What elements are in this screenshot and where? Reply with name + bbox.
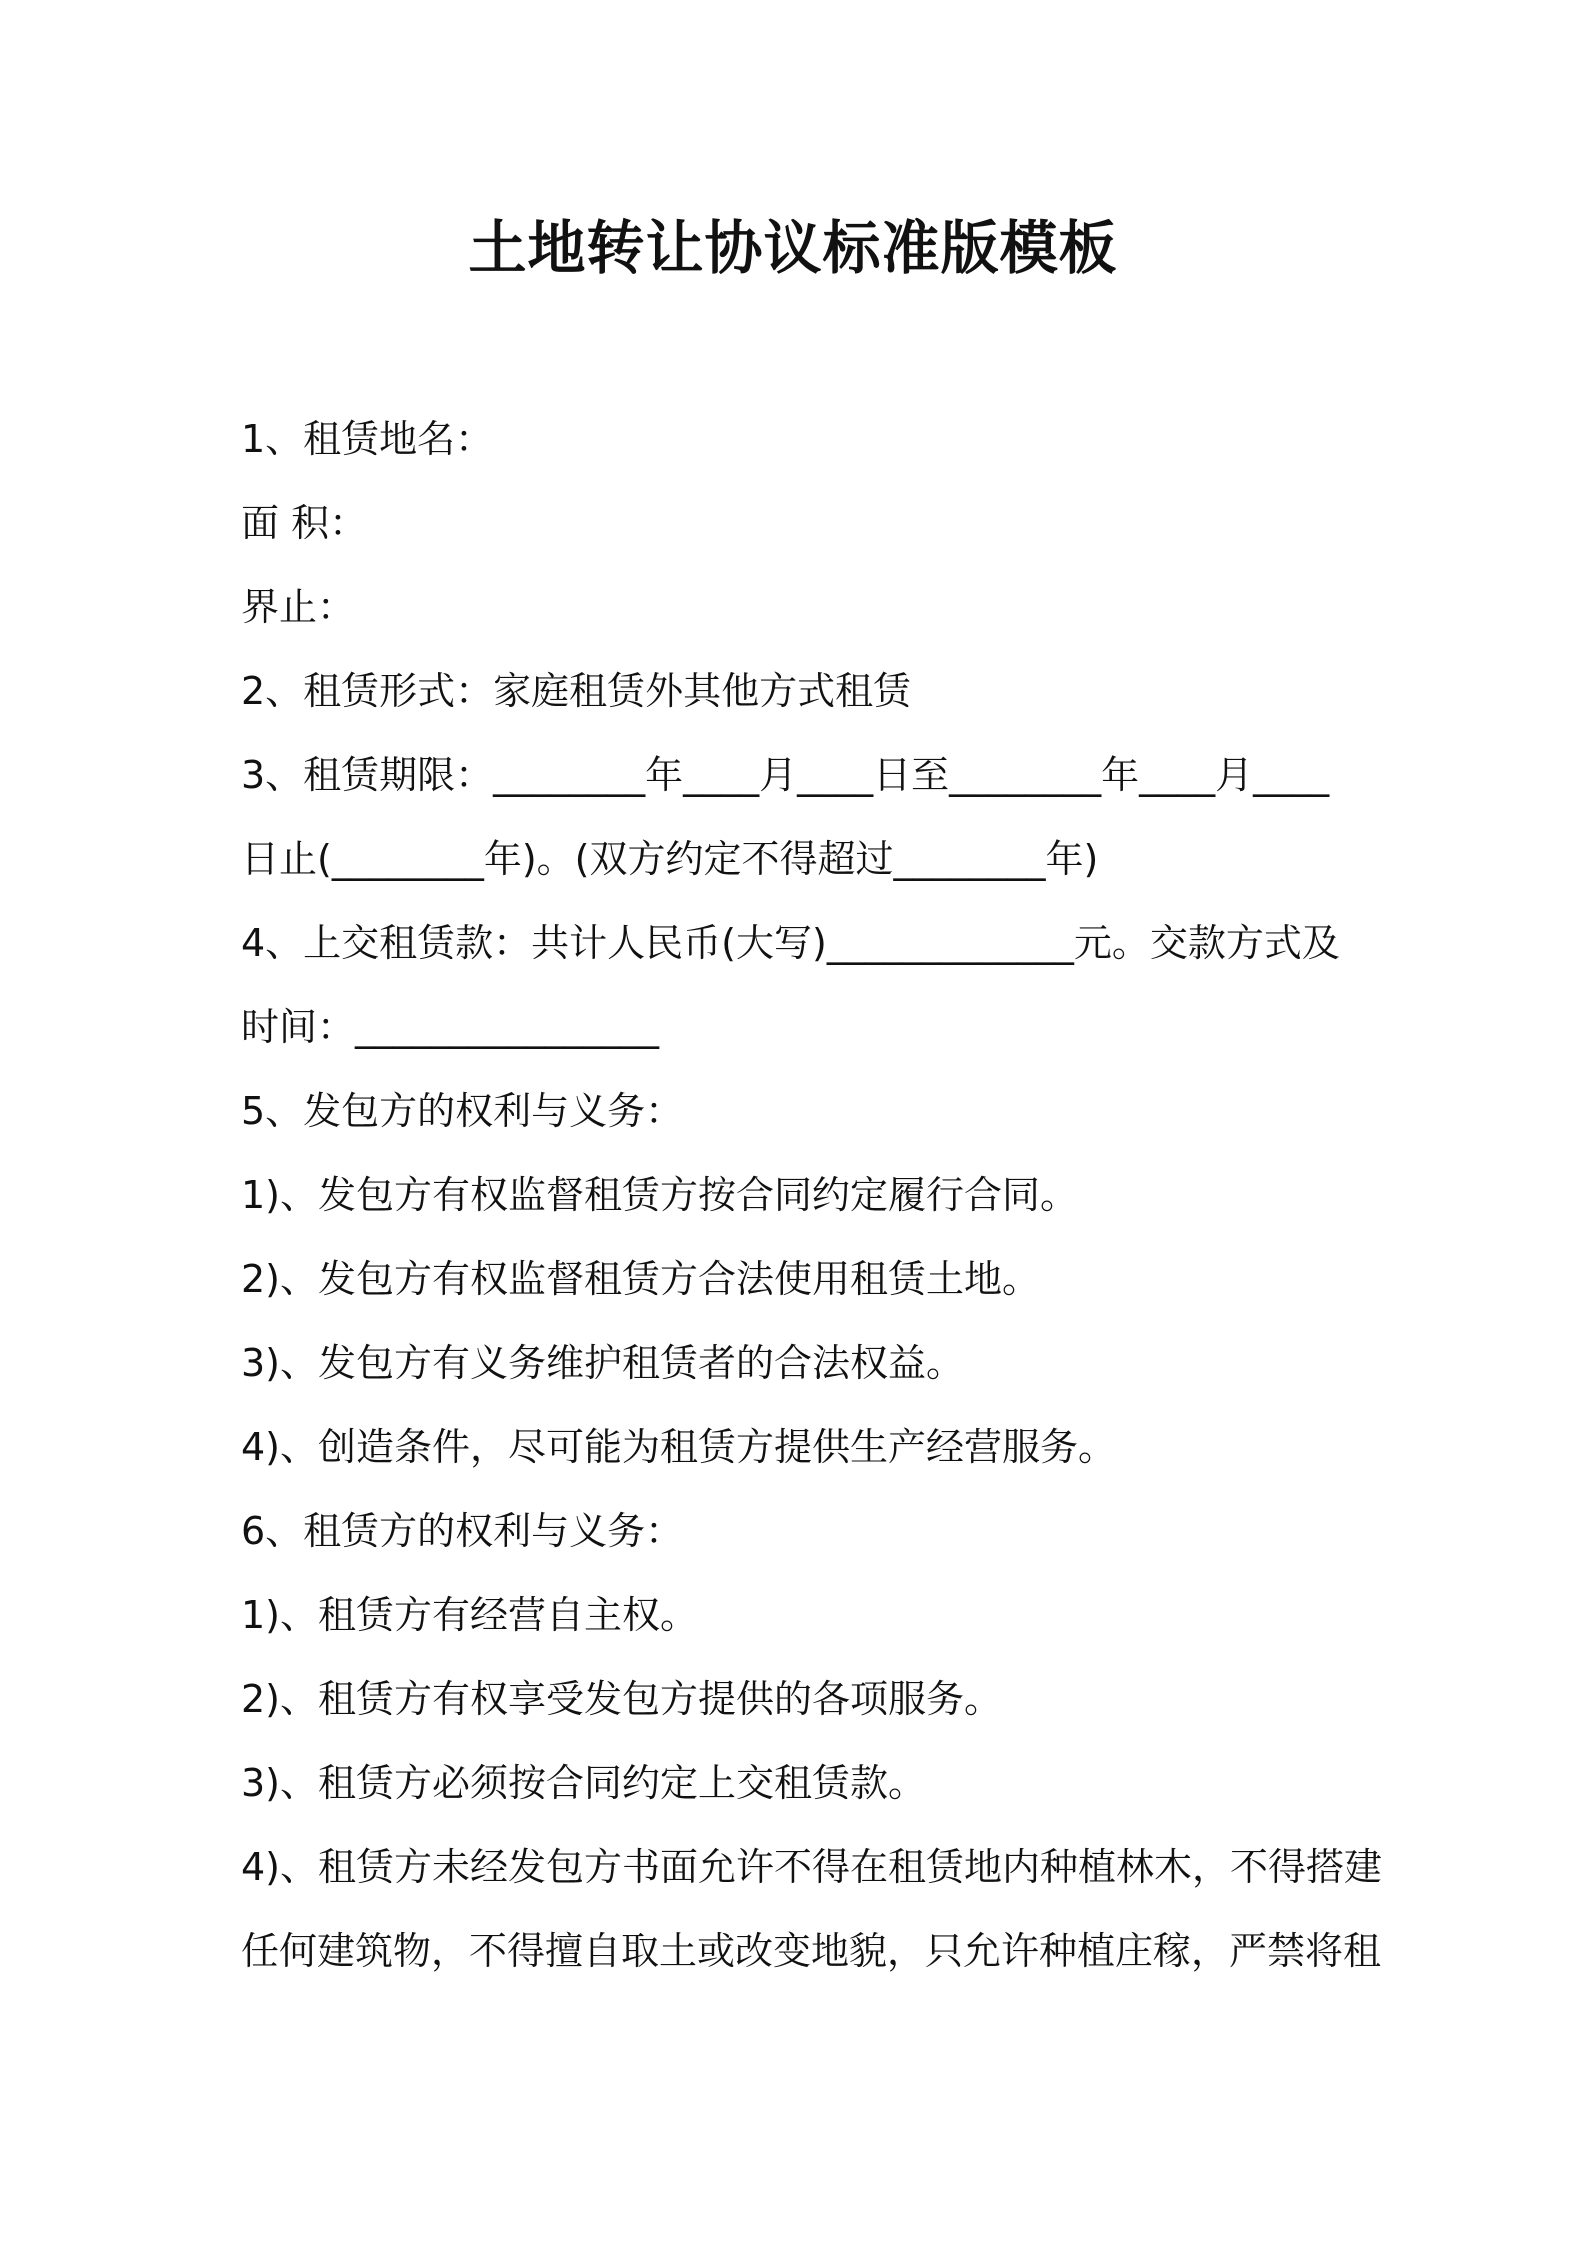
clause-line-lease-term-cont: 日止(________年)。(双方约定不得超过________年)	[241, 837, 1099, 881]
clause-line-lessor-3: 3)、发包方有义务维护租赁者的合法权益。	[241, 1341, 965, 1385]
clause-line-area: 面 积：	[241, 501, 368, 545]
clause-heading-lessor-rights: 5、发包方的权利与义务：	[241, 1089, 684, 1133]
clause-line-lessor-4: 4)、创造条件，尽可能为租赁方提供生产经营服务。	[241, 1425, 1117, 1469]
clause-line-lessee-2: 2)、租赁方有权享受发包方提供的各项服务。	[241, 1677, 1003, 1721]
clause-line-lessee-3: 3)、租赁方必须按合同约定上交租赁款。	[241, 1761, 927, 1805]
clause-line-lessee-4-cont: 任何建筑物，不得擅自取土或改变地貌，只允许种植庄稼，严禁将租	[241, 1929, 1382, 1973]
clause-line-rent-payment: 4、上交租赁款：共计人民币(大写)_____________元。交款方式及	[241, 921, 1340, 965]
clause-heading-lessee-rights: 6、租赁方的权利与义务：	[241, 1509, 684, 1553]
clause-line-lease-location: 1、租赁地名：	[241, 417, 494, 461]
clause-line-lessee-1: 1)、租赁方有经营自主权。	[241, 1593, 699, 1637]
clause-line-lessor-2: 2)、发包方有权监督租赁方合法使用租赁土地。	[241, 1257, 1041, 1301]
clause-line-rent-payment-cont: 时间：________________	[241, 1005, 660, 1049]
clause-line-lease-form: 2、租赁形式：家庭租赁外其他方式租赁	[241, 669, 912, 713]
clause-line-lessor-1: 1)、发包方有权监督租赁方按合同约定履行合同。	[241, 1173, 1079, 1217]
document-body	[241, 397, 1383, 1993]
clause-line-lessee-4: 4)、租赁方未经发包方书面允许不得在租赁地内种植林木，不得搭建	[241, 1845, 1383, 1889]
clause-line-lease-term: 3、租赁期限：________年____月____日至________年____月____	[241, 753, 1330, 797]
document-title: 土地转让协议标准版模板	[468, 214, 1118, 282]
clause-line-boundary: 界止：	[241, 585, 356, 629]
